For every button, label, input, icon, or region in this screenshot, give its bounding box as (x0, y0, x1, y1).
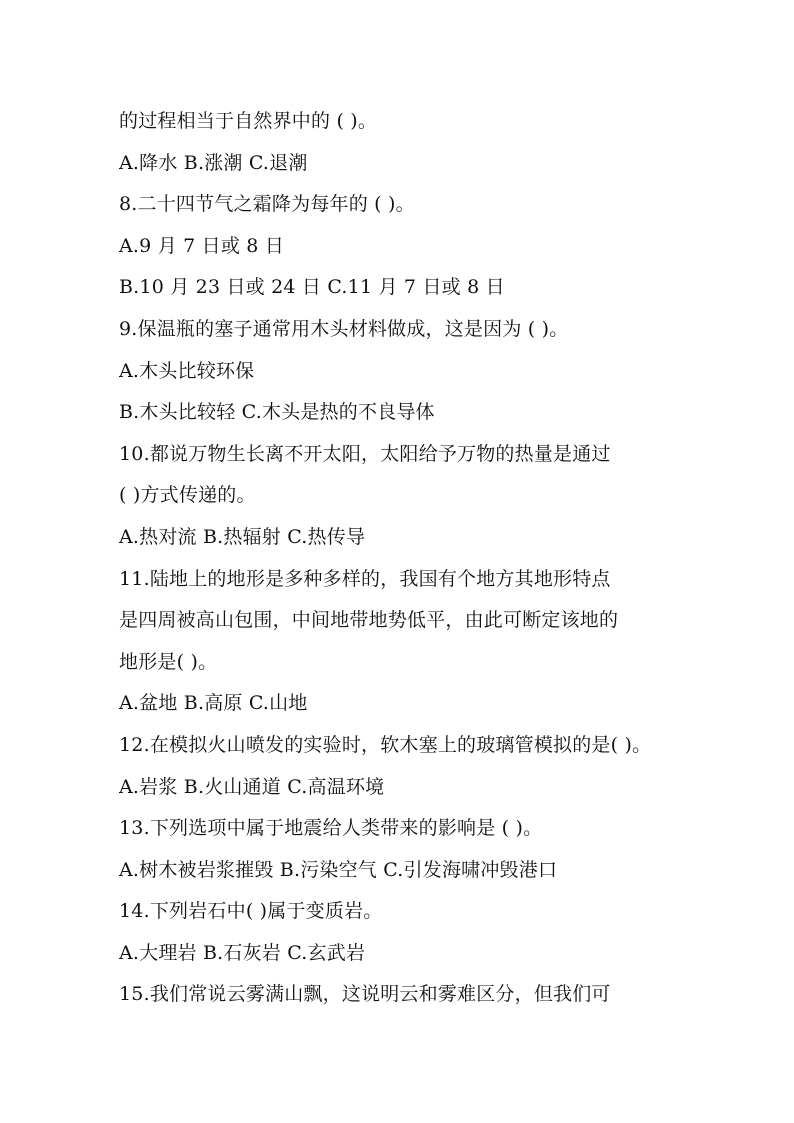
question-14-options: A.大理岩 B.石灰岩 C.玄武岩 (119, 941, 366, 964)
question-10-stem-continuation: ( )方式传递的。 (119, 484, 256, 507)
question-12-options: A.岩浆 B.火山通道 C.高温环境 (119, 775, 385, 798)
question-10-stem: 10.都说万物生长离不开太阳，太阳给予万物的热量是通过 (119, 442, 611, 465)
question-8-stem: 8.二十四节气之霜降为每年的 ( )。 (119, 193, 415, 216)
question-7-options: A.降水 B.涨潮 C.退潮 (119, 151, 308, 174)
question-14-stem: 14.下列岩石中( )属于变质岩。 (119, 900, 383, 923)
question-11-stem-continuation: 是四周被高山包围，中间地带地势低平，由此可断定该地的 (119, 609, 619, 632)
question-13-options: A.树木被岩浆摧毁 B.污染空气 C.引发海啸冲毁港口 (119, 858, 558, 881)
question-13-stem: 13.下列选项中属于地震给人类带来的影响是 ( )。 (119, 817, 543, 840)
question-10-options: A.热对流 B.热辐射 C.热传导 (119, 525, 366, 548)
question-12-stem: 12.在模拟火山喷发的实验时，软木塞上的玻璃管模拟的是( )。 (119, 733, 652, 756)
question-9-options-b-c: B.木头比较轻 C.木头是热的不良导体 (119, 401, 435, 424)
question-7-continuation: 的过程相当于自然界中的 ( )。 (119, 110, 378, 132)
question-8-option-a: A.9 月 7 日或 8 日 (119, 234, 285, 257)
question-9-option-a: A.木头比较环保 (119, 359, 255, 382)
document-body (119, 101, 679, 1016)
question-15-stem: 15.我们常说云雾满山飘，这说明云和雾难区分，但我们可 (119, 983, 611, 1006)
question-11-stem-end: 地形是( )。 (119, 650, 218, 673)
question-11-stem: 11.陆地上的地形是多种多样的，我国有个地方其地形特点 (119, 567, 611, 590)
question-9-stem: 9.保温瓶的塞子通常用木头材料做成，这是因为 ( )。 (119, 317, 569, 340)
question-11-options: A.盆地 B.高原 C.山地 (119, 692, 308, 715)
question-8-options-b-c: B.10 月 23 日或 24 日 C.11 月 7 日或 8 日 (119, 276, 505, 299)
